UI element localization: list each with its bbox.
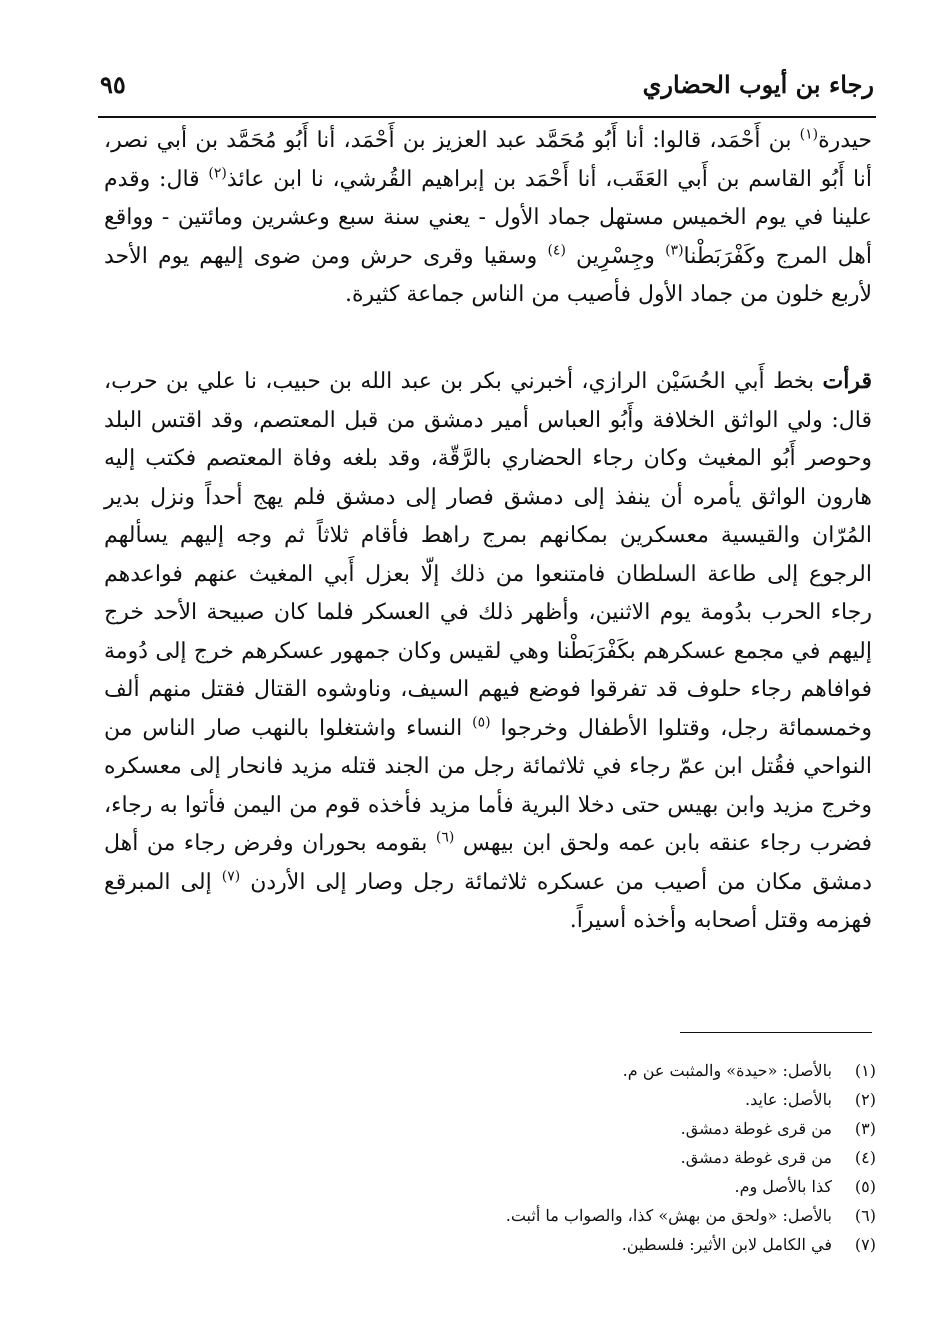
text-run: بن أَحْمَد، قالوا: أنا أَبُو مُحَمَّد عبد العزيز بن أَحْمَد، أنا أَبُو مُحَمَّد بن أبي نصر، أنا أَبُو القاسم بن أَبي العَقَب، أنا أَحْمَد بن إبراهيم القُرشي، نا ابن عائذ [104,128,872,192]
text-run: إلى المبرقع فهزمه وقتل أصحابه وأخذه أسيراً. [104,869,872,933]
footnote-ref-4: (٤) [547,242,566,259]
footnote-item [300,1143,876,1172]
footnote-ref-3: (٣) [665,242,684,259]
page-header [98,62,876,110]
text-run: وجِسْرِين [565,243,666,269]
footnote-item [300,1085,876,1114]
text-run: النساء واشتغلوا بالنهب صار الناس من النواحي فقُتل ابن عمّ رجاء في ثلاثمائة رجل من الجند قتله مزيد فانحار إلى معسكره وخرج مزيد وابن بهيس حتى دخلا البرية فأما مزيد فأخذه قوم من اليمن فأتوا به رجاء، فضرب رجاء عنقه بابن عمه ولحق ابن بيهس [104,715,873,856]
footnote-text: من قرى غوطة دمشق. [680,1148,832,1167]
footnote-ref-6: (٦) [435,829,455,846]
page-number: ٩٥ [100,70,126,99]
header-rule [98,116,876,118]
footnote-text: من قرى غوطة دمشق. [680,1119,832,1138]
footnote-number: (٢) [854,1090,876,1109]
footnote-number: (٧) [854,1235,876,1254]
footnote-item [300,1230,876,1259]
footnote-ref-5: (٥) [472,714,491,731]
footnote-ref-1: (١) [799,126,819,143]
text-run: قال: وقدم علينا في يوم الخميس مستهل جماد الأول - يعني سنة سبع وعشرين ومائتين - وواقع أهل المرج وكَفْرَبَطْنا [104,166,872,269]
footnote-ref-2: (٢) [208,165,227,182]
footnote-item [300,1172,876,1201]
footnote-item [300,1114,876,1143]
footnote-number: (٥) [854,1177,876,1196]
text-run: بقومه بحوران وفرض رجاء من أهل دمشق مكان من أصيب من عسكره ثلاثمائة رجل وصار إلى الأردن [104,831,872,895]
footnote-text: في الكامل لابن الأثير: فلسطين. [621,1235,832,1254]
footnote-number: (٦) [854,1206,876,1225]
footnote-text: بالأصل: «ولحق من بهش» كذا، والصواب ما أثبت. [505,1206,832,1225]
footnote-number: (٣) [854,1119,876,1138]
footnote-number: (١) [854,1061,876,1080]
footnote-item [300,1056,876,1085]
footnote-item [300,1201,876,1230]
footnotes-list [300,1056,876,1259]
running-title: رجاء بن أيوب الحضاري [642,70,874,99]
footnote-text: كذا بالأصل وم. [734,1177,832,1196]
text-run: حيدرة [818,128,872,153]
footnote-ref-7: (٧) [221,868,241,885]
paragraph-2 [104,362,872,941]
text-run: بخط أَبي الحُسَيْن الرازي، أخبرني بكر بن عبد الله بن حبيب، نا علي بن حرب، قال: ولي الواثق الخلافة وأَبُو العباس أمير دمشق من قبل المعتصم، وقد اقتس البلد وحوصر أَبُو المغيث وكان رجاء الحضاري بالرَّقّة، وقد بلغه وفاة المعتصم فكتب إليه هارون الواثق يأمره أن ينفذ إلى دمشق فصار إلى دمشق فلم يهج أحداً ونزل بدير المُرّان والقيسية معسكرين بمكانهم بمرج راهط فأقام ثلاثاً ثم وجه إليهم يسألهم الرجوع إلى طاعة السلطان فامتنعوا من ذلك إلّا بعزل أَبي المغيث عنهم فواعدهم رجاء الحرب بدُومة يوم الاثنين، وأظهر ذلك في العسكر فلما كان صبيحة الأحد خرج إليهم في مجمع عسكرهم بكَفْرَبَطْنا وهي لقيس وكان جمهور عسكرهم خرج إلى دُومة فوافاهم رجاء حلوف قد تفرقوا فوضع فيهم السيف، وناوشوه القتال فقتل منهم ألف وخمسمائة رجل، وقتلوا الأطفال وخرجوا [104,369,872,741]
lead-word: قرأت [822,368,872,394]
text-run: وسقيا وقرى حرش ومن ضوى إليهم يوم الأحد لأربع خلون من جماد الأول فأصيب من الناس جماعة كثيرة. [104,243,872,307]
footnote-text: بالأصل: «حيدة» والمثبت عن م. [622,1061,832,1080]
footnote-number: (٤) [854,1148,876,1167]
paragraph-1 [104,122,872,315]
footnote-text: بالأصل: عايد. [745,1090,832,1109]
footnote-rule [680,1032,872,1033]
